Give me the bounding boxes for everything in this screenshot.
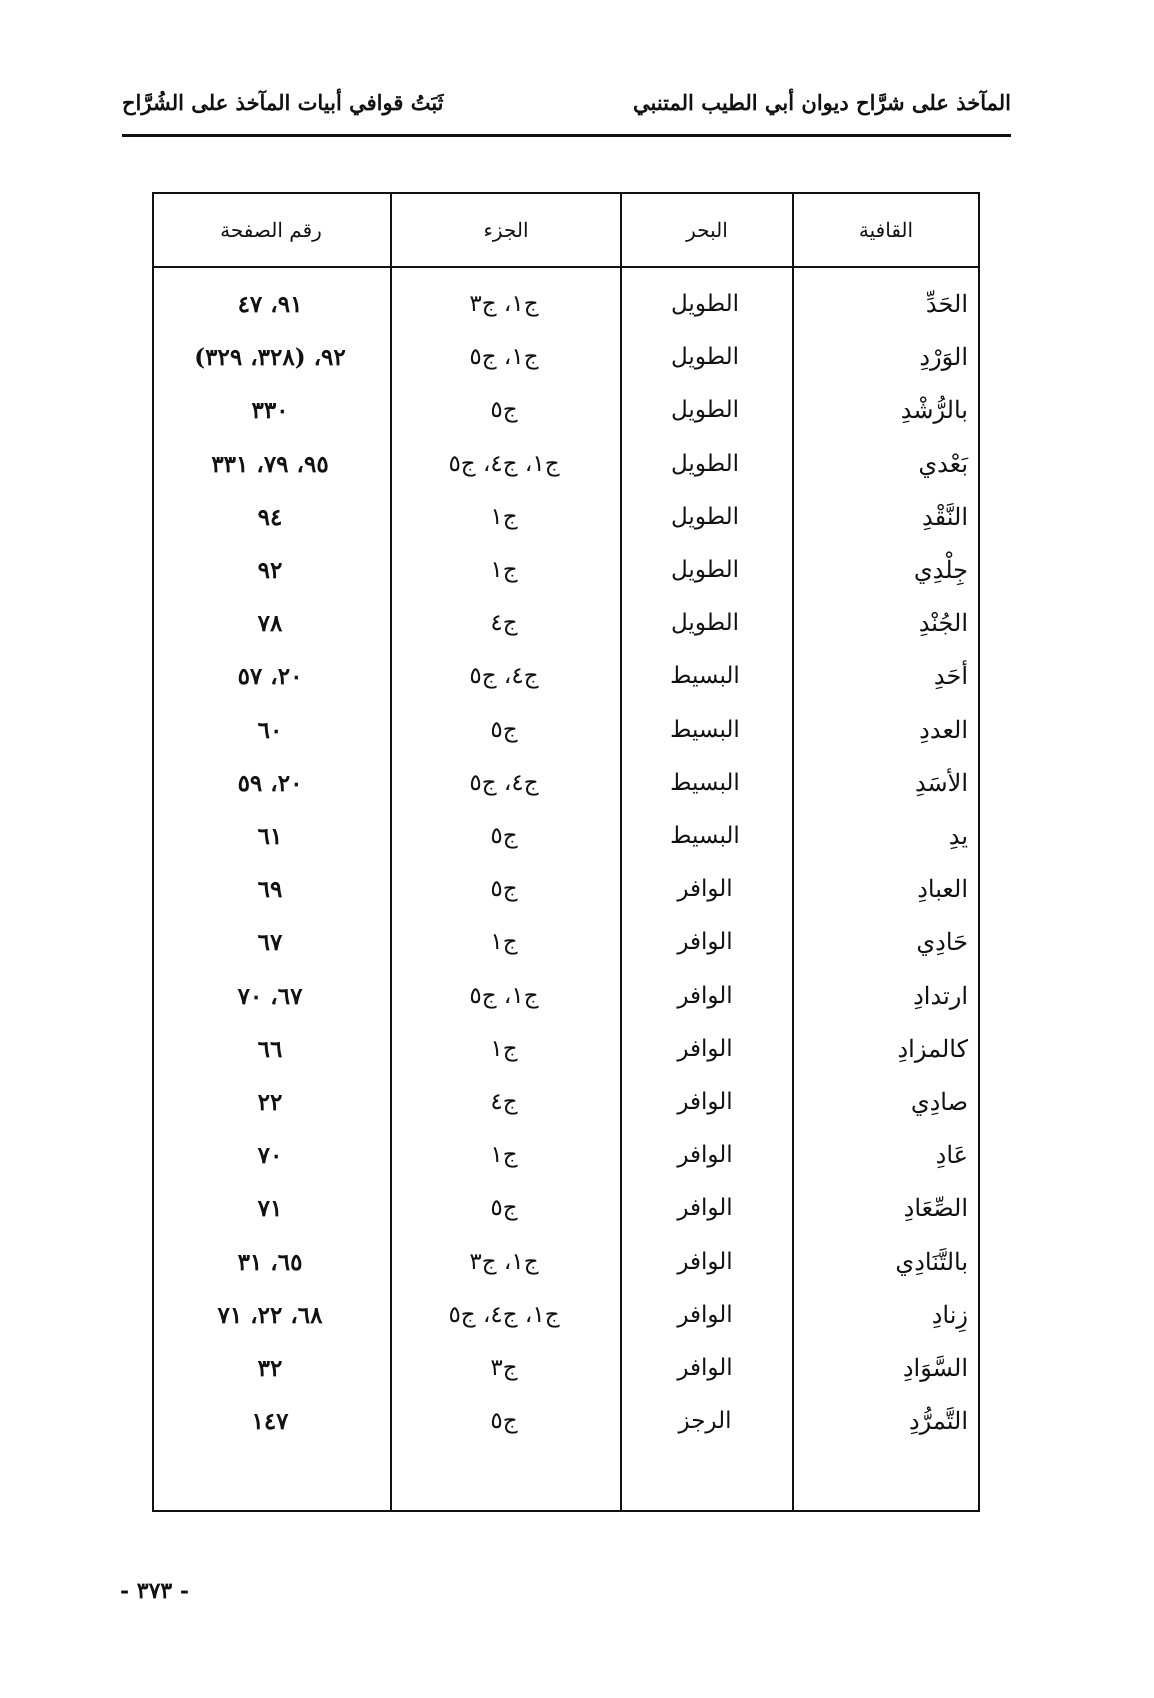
bahr-cell: الوافر bbox=[677, 929, 733, 956]
qafiya-cell: التَّمرُّدِ bbox=[908, 1407, 968, 1436]
table-row bbox=[154, 1289, 978, 1342]
page-cell: ٢٠، ٥٩ bbox=[237, 769, 303, 797]
qafiya-cell: بَعْدي bbox=[918, 449, 968, 478]
header-juz: الجزء bbox=[483, 218, 529, 242]
page-cell: ٩١، ٤٧ bbox=[237, 291, 303, 318]
table-row bbox=[154, 1182, 978, 1235]
qafiya-cell: النَّقْدِ bbox=[922, 502, 968, 531]
bahr-cell: الوافر bbox=[677, 982, 733, 1009]
qafiya-cell: صادِي bbox=[910, 1088, 968, 1116]
juz-cell: ج٤ bbox=[490, 610, 518, 637]
table-row bbox=[154, 757, 978, 810]
qafiya-cell: زِنادِ bbox=[931, 1300, 968, 1329]
page-cell: ٦٧، ٧٠ bbox=[237, 982, 303, 1010]
table-row bbox=[154, 916, 978, 969]
bahr-cell: الطويل bbox=[671, 397, 739, 424]
table-row bbox=[154, 597, 978, 650]
table-row bbox=[154, 704, 978, 757]
section-title: ثَبَتُ قوافي أبيات المآخذ على الشُرَّاح bbox=[122, 90, 444, 115]
page-cell: ٢٢ bbox=[257, 1089, 283, 1116]
page-cell: ٣٢ bbox=[257, 1355, 283, 1382]
bahr-cell: الوافر bbox=[677, 1248, 733, 1275]
page-number: - ٣٧٣ - bbox=[120, 1578, 190, 1604]
juz-cell: ج١، ج٤، ج٥ bbox=[448, 450, 560, 477]
juz-cell: ج١ bbox=[490, 503, 518, 530]
qafiya-cell: الجُنْدِ bbox=[918, 609, 968, 638]
juz-cell: ج١ bbox=[490, 557, 518, 583]
page-cell: ٧١ bbox=[257, 1195, 283, 1223]
bahr-cell: الطويل bbox=[671, 344, 739, 371]
juz-cell: ج٥ bbox=[490, 1195, 518, 1222]
juz-cell: ج١ bbox=[490, 1142, 518, 1169]
bahr-cell: الوافر bbox=[677, 1035, 733, 1062]
qafiya-cell: الوَرْدِ bbox=[919, 343, 968, 372]
page-cell: ٦٠ bbox=[257, 716, 283, 744]
table-row bbox=[154, 1395, 978, 1448]
rhymes-table bbox=[152, 192, 980, 1512]
table-row bbox=[154, 1076, 978, 1129]
qafiya-cell: السَّوَادِ bbox=[902, 1354, 968, 1382]
bahr-cell: البسيط bbox=[670, 716, 740, 743]
bahr-cell: الطويل bbox=[671, 503, 739, 530]
page-cell: ٣٣٠ bbox=[251, 397, 289, 425]
table-row bbox=[154, 810, 978, 863]
header-page: رقم الصفحة bbox=[220, 218, 322, 242]
juz-cell: ج٥ bbox=[490, 716, 518, 743]
page-cell: ٦٨، ٢٢، ٧١ bbox=[217, 1301, 323, 1329]
page-cell: ٦٥، ٣١ bbox=[237, 1248, 303, 1276]
bahr-cell: الوافر bbox=[677, 876, 733, 903]
bahr-cell: الوافر bbox=[677, 1355, 733, 1381]
page-cell: ١٤٧ bbox=[251, 1408, 289, 1436]
qafiya-cell: العددِ bbox=[919, 715, 968, 744]
qafiya-cell: حَادِي bbox=[916, 928, 968, 957]
page-cell: ٩٤ bbox=[257, 503, 283, 531]
juz-cell: ج٤، ج٥ bbox=[469, 663, 539, 690]
table-row bbox=[154, 544, 978, 597]
qafiya-cell: كالمزادِ bbox=[897, 1034, 968, 1063]
qafiya-cell: ارتدادِ bbox=[913, 981, 968, 1010]
qafiya-cell: العبادِ bbox=[917, 875, 968, 904]
juz-cell: ج٤، ج٥ bbox=[469, 769, 539, 796]
qafiya-cell: الصِّعَادِ bbox=[903, 1194, 968, 1223]
page-cell: ٦٩ bbox=[257, 876, 283, 904]
bahr-cell: البسيط bbox=[670, 823, 740, 849]
juz-cell: ج٥ bbox=[490, 876, 518, 903]
header-bahr: البحر bbox=[686, 218, 728, 242]
table-row bbox=[154, 331, 978, 384]
bahr-cell: الوافر bbox=[677, 1301, 733, 1328]
page-cell: ٢٠، ٥٧ bbox=[237, 663, 303, 691]
juz-cell: ج٥ bbox=[490, 397, 518, 424]
bahr-cell: البسيط bbox=[670, 769, 740, 796]
table-row bbox=[154, 1342, 978, 1395]
bahr-cell: الوافر bbox=[677, 1142, 733, 1169]
bahr-cell: الوافر bbox=[677, 1195, 733, 1222]
table-row bbox=[154, 863, 978, 916]
bahr-cell: الرجز bbox=[678, 1408, 732, 1435]
page-cell: ٦١ bbox=[257, 823, 283, 850]
bahr-cell: الطويل bbox=[671, 450, 739, 477]
bahr-cell: الطويل bbox=[671, 291, 739, 317]
table-row bbox=[154, 1129, 978, 1182]
page-cell: ٩٢، (٣٢٨، ٣٢٩) bbox=[194, 344, 346, 372]
juz-cell: ج١، ج٣ bbox=[469, 291, 539, 317]
bahr-cell: الوافر bbox=[677, 1089, 733, 1115]
page-cell: ٩٥، ٧٩، ٣٣١ bbox=[211, 450, 329, 478]
running-header bbox=[122, 90, 1011, 137]
bahr-cell: الطويل bbox=[671, 610, 739, 637]
qafiya-cell: جِلْدِي bbox=[913, 556, 968, 584]
juz-cell: ج٥ bbox=[490, 1408, 518, 1435]
page-cell: ٦٦ bbox=[257, 1035, 283, 1063]
qafiya-cell: يدِ bbox=[948, 822, 968, 850]
table-row bbox=[154, 384, 978, 437]
table-row bbox=[154, 438, 978, 491]
qafiya-cell: بالرُّشْدِ bbox=[900, 396, 968, 425]
table-row bbox=[154, 970, 978, 1023]
table-row bbox=[154, 278, 978, 331]
page-cell: ٦٧ bbox=[257, 929, 283, 957]
juz-cell: ج١، ج٥ bbox=[469, 982, 539, 1009]
juz-cell: ج١ bbox=[490, 929, 518, 956]
qafiya-cell: الحَدِّ bbox=[925, 290, 968, 318]
table-row bbox=[154, 650, 978, 703]
table-row bbox=[154, 1023, 978, 1076]
juz-cell: ج٤ bbox=[490, 1089, 518, 1115]
header-qafiya: القافية bbox=[858, 218, 914, 242]
juz-cell: ج١ bbox=[490, 1035, 518, 1062]
juz-cell: ج١، ج٤، ج٥ bbox=[448, 1301, 560, 1328]
juz-cell: ج٥ bbox=[490, 823, 518, 849]
page-cell: ٩٢ bbox=[257, 557, 283, 584]
bahr-cell: البسيط bbox=[670, 663, 740, 690]
qafiya-cell: بالتَّنَادِي bbox=[895, 1247, 968, 1276]
qafiya-cell: عَادِ bbox=[935, 1141, 968, 1170]
page-cell: ٧٨ bbox=[257, 610, 283, 638]
table-row bbox=[154, 1236, 978, 1289]
juz-cell: ج٣ bbox=[490, 1355, 518, 1381]
qafiya-cell: أحَدِ bbox=[933, 662, 968, 691]
table-row bbox=[154, 491, 978, 544]
book-title: المآخذ على شرَّاح ديوان أبي الطيب المتنبي bbox=[633, 90, 1011, 115]
juz-cell: ج١، ج٣ bbox=[469, 1248, 539, 1275]
qafiya-cell: الأسَدِ bbox=[914, 768, 968, 797]
bahr-cell: الطويل bbox=[671, 557, 739, 583]
juz-cell: ج١، ج٥ bbox=[469, 344, 539, 371]
page-cell: ٧٠ bbox=[257, 1142, 283, 1170]
header-divider bbox=[154, 266, 978, 268]
